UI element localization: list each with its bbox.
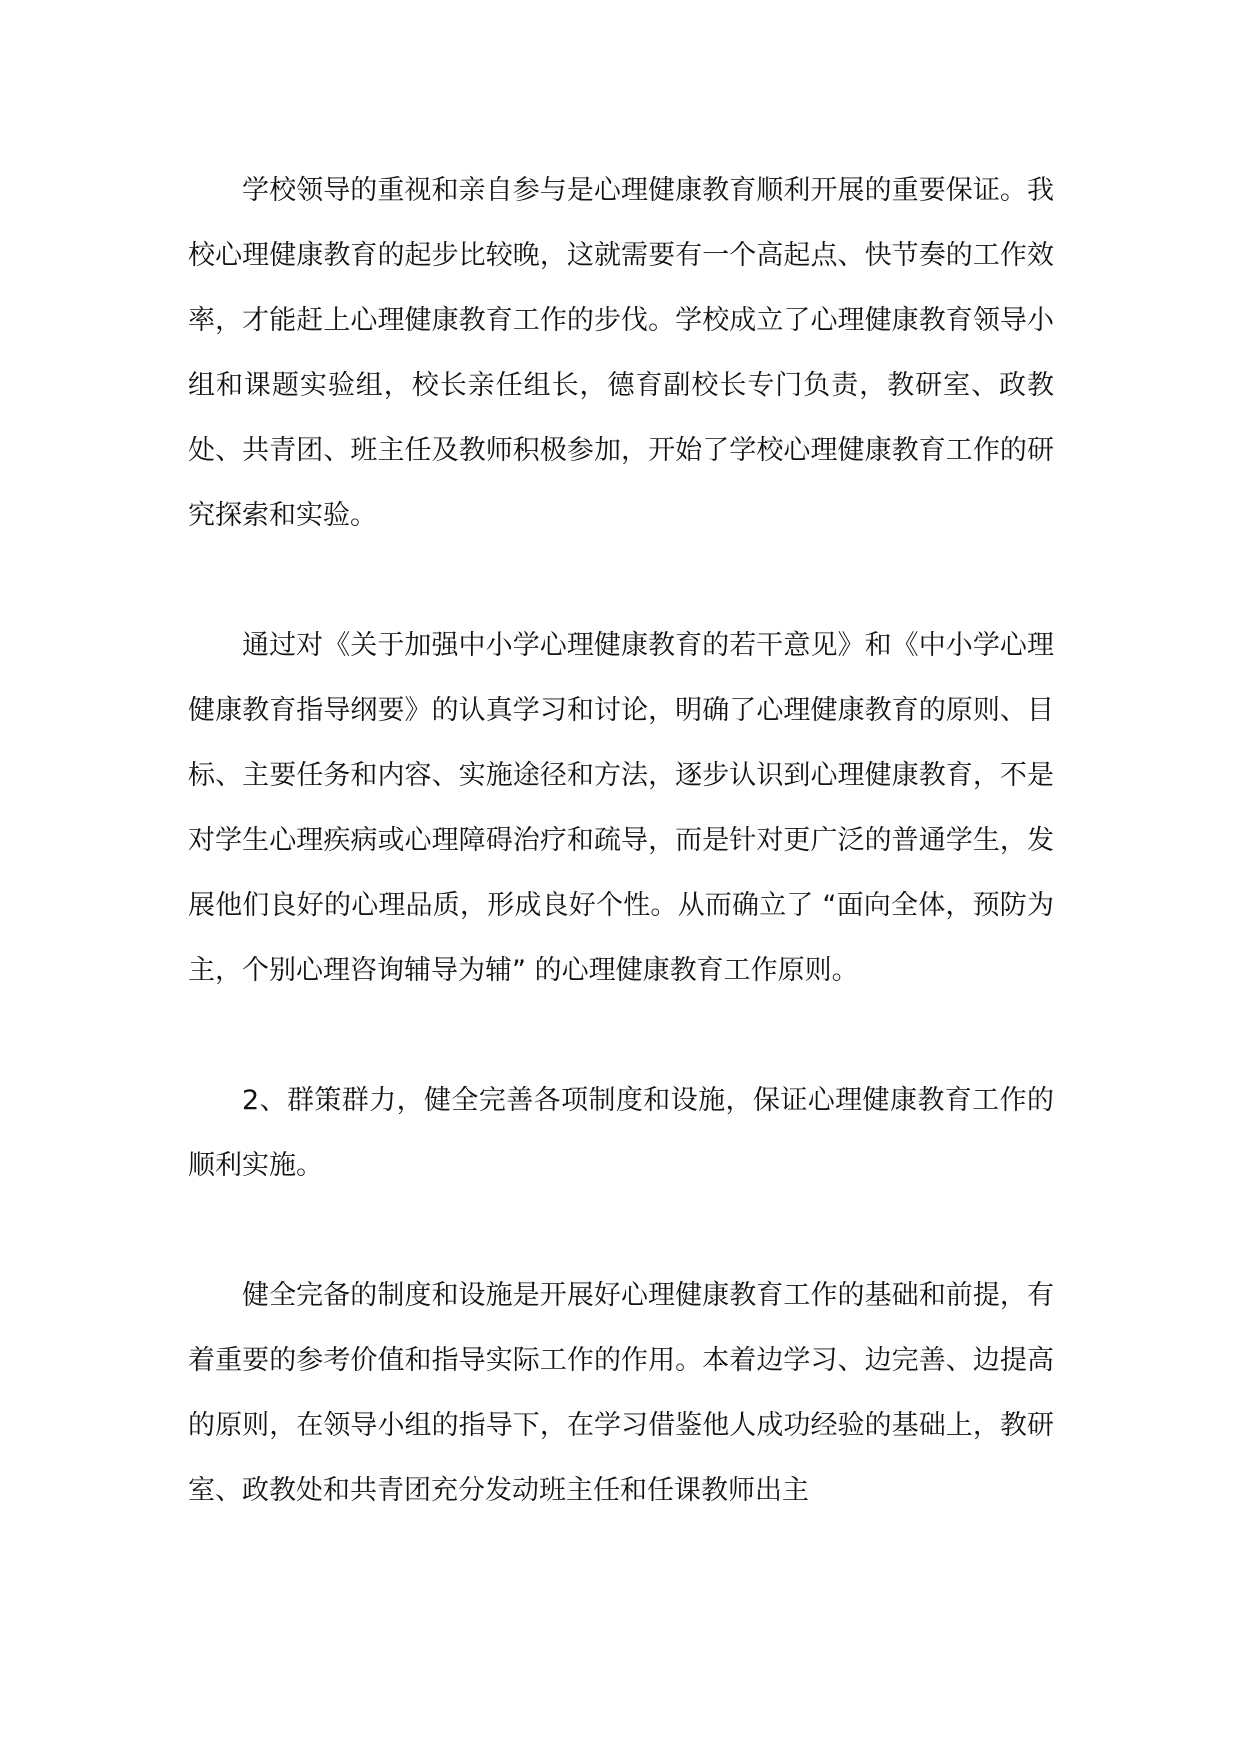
- paragraph-principles: 通过对《关于加强中小学心理健康教育的若干意见》和《中小学心理健康教育指导纲要》的认真学习和讨论，明确了心理健康教育的原则、目标、主要任务和内容、实施途径和方法，逐步认识到心理健康教育，不是对学生心理疾病或心理障碍治疗和疏导，而是针对更广泛的普通学生，发展他们良好的心理品质，形成良好个性。从而确立了 “面向全体，预防为主，个别心理咨询辅导为辅” 的心理健康教育工作原则。: [188, 630, 1054, 986]
- paragraph-leadership: 学校领导的重视和亲自参与是心理健康教育顺利开展的重要保证。我校心理健康教育的起步比较晚，这就需要有一个高起点、快节奏的工作效率，才能赶上心理健康教育工作的步伐。学校成立了心理健康教育领导小组和课题实验组，校长亲任组长，德育副校长专门负责，教研室、政教处、共青团、班主任及教师积极参加，开始了学校心理健康教育工作的研究探索和实验。: [188, 175, 1054, 531]
- paragraph-section-2-heading: 2、群策群力，健全完善各项制度和设施，保证心理健康教育工作的顺利实施。: [188, 1085, 1054, 1181]
- document-body: [188, 158, 1054, 1523]
- paragraph-systems: 健全完备的制度和设施是开展好心理健康教育工作的基础和前提，有着重要的参考价值和指导实际工作的作用。本着边学习、边完善、边提高的原则，在领导小组的指导下，在学习借鉴他人成功经验的基础上，教研室、政教处和共青团充分发动班主任和任课教师出主: [188, 1280, 1054, 1506]
